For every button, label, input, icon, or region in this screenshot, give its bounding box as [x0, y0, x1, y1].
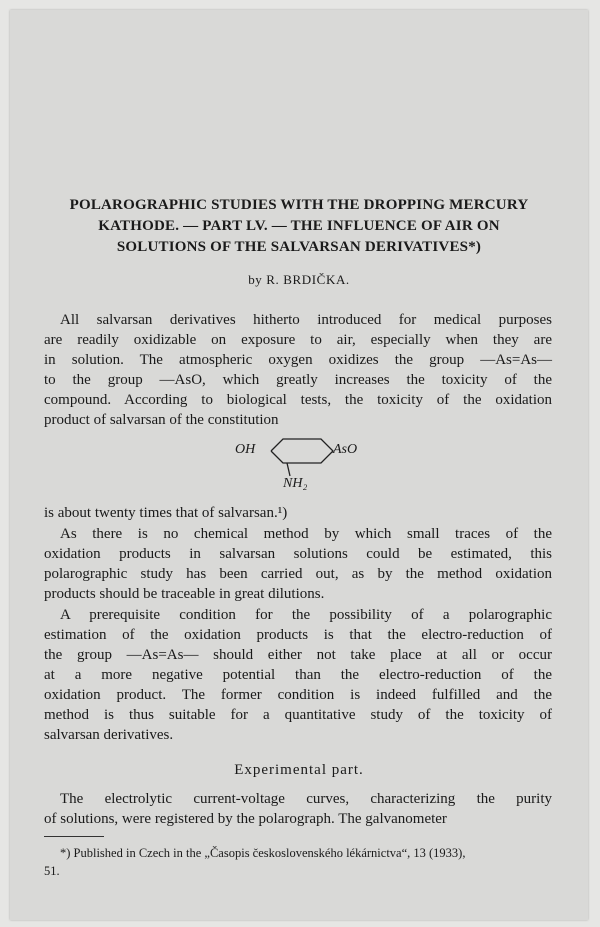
paragraph-4 [44, 789, 552, 829]
footnote [44, 844, 556, 880]
text-line: is about twenty times that of salvarsan.¹) [44, 505, 288, 521]
text-line: polarographic study has been carried out, as by the method oxidation [44, 566, 552, 582]
article-title [10, 195, 588, 258]
structural-formula [235, 438, 375, 498]
title-line: KATHODE. — PART LV. — THE INFLUENCE OF AIR ON [98, 218, 500, 234]
text-line: As there is no chemical method by which small traces of the [60, 526, 552, 542]
text-line: All salvarsan derivatives hitherto introduced for medical purposes [60, 312, 552, 328]
text-line: The electrolytic current-voltage curves, characterizing the purity [60, 791, 552, 807]
formula-nh2-group: NH₂ [283, 476, 308, 491]
text-line: product of salvarsan of the constitution [44, 412, 279, 428]
title-line: SOLUTIONS OF THE SALVARSAN DERIVATIVES*) [116, 239, 482, 255]
title-line: POLAROGRAPHIC STUDIES WITH THE DROPPING MERCURY [69, 197, 529, 213]
section-heading: Experimental part. [234, 762, 364, 778]
text-line: oxidation product. The former condition is indeed fulfilled and the [44, 687, 552, 703]
text-line: are readily oxidizable on exposure to air, especially when they are [44, 332, 552, 348]
text-line: A prerequisite condition for the possibility of a polarographic [60, 607, 552, 623]
footnote-line: *) Published in Czech in the „Časopis československého lékárnictva“, 13 (1933), [60, 846, 466, 860]
paragraph-2 [44, 524, 552, 604]
text-line: method is thus suitable for a quantitative study of the toxicity of [44, 707, 552, 723]
footnote-divider [44, 836, 104, 837]
footnote-line: 51. [44, 864, 60, 878]
text-line: in solution. The atmospheric oxygen oxidizes the group —As=As— [44, 352, 552, 368]
paragraph-1-end [44, 503, 552, 523]
document-page [10, 10, 588, 920]
paragraph-3 [44, 605, 552, 745]
text-line: of solutions, were registered by the polarograph. The galvanometer [44, 811, 447, 827]
text-line: to the group —AsO, which greatly increases the toxicity of the [44, 372, 552, 388]
text-line: compound. According to biological tests, the toxicity of the oxidation [44, 392, 552, 408]
paragraph-1 [44, 310, 552, 430]
text-line: the group —As=As— should either not take place at all or occur [44, 647, 552, 663]
text-line: estimation of the oxidation products is that the electro-reduction of [44, 627, 552, 643]
author-byline: by R. BRDIČKA. [248, 272, 350, 287]
text-line: oxidation products in salvarsan solutions could be estimated, this [44, 546, 552, 562]
text-line: products should be traceable in great dilutions. [44, 586, 325, 602]
text-line: at a more negative potential than the electro-reduction of the [44, 667, 552, 683]
text-line: salvarsan derivatives. [44, 727, 174, 743]
formula-oh-group: OH [235, 442, 256, 457]
formula-aso-group: AsO [333, 442, 358, 457]
